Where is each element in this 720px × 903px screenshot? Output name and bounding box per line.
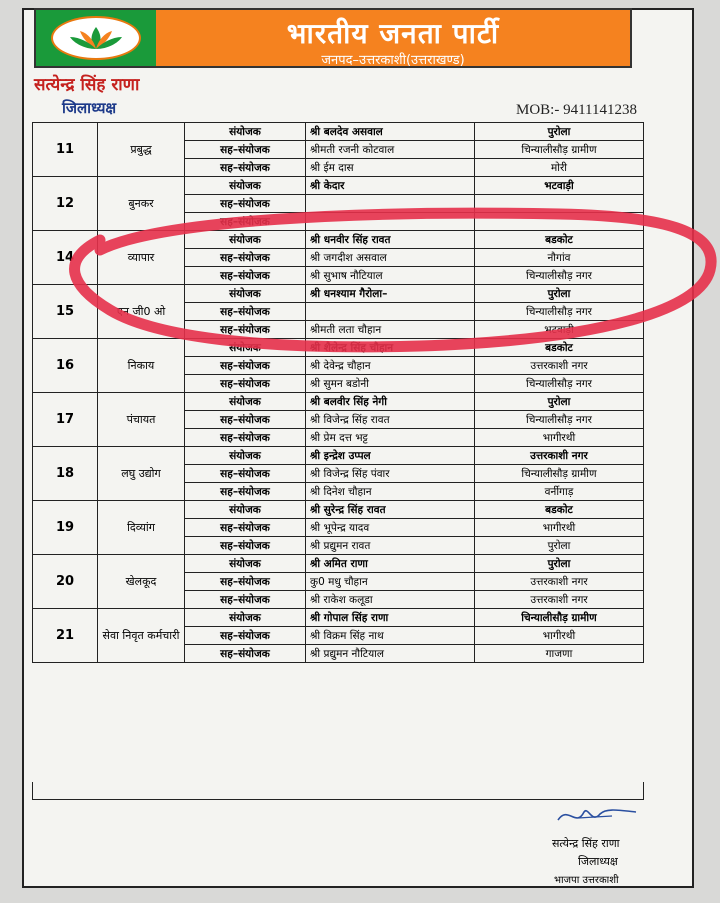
member-place: बडकोट xyxy=(475,501,644,519)
cell-name: बुनकर xyxy=(98,177,185,231)
table-row xyxy=(33,609,644,627)
member-role: संयोजक xyxy=(185,123,306,141)
member-name: श्री अमित राणा xyxy=(306,555,475,573)
lotus-icon xyxy=(51,16,141,60)
member-role: सह–संयोजक xyxy=(185,573,306,591)
member-name: श्री गोपाल सिंह राणा xyxy=(306,609,475,627)
member-place: चिन्यालीसौड़ नगर xyxy=(475,303,644,321)
member-name xyxy=(306,195,475,213)
member-place: वर्नीगाड़ xyxy=(475,483,644,501)
member-place: भागीरथी xyxy=(475,519,644,537)
party-name: भारतीय जनता पार्टी xyxy=(286,17,500,50)
member-role: संयोजक xyxy=(185,393,306,411)
member-role: सह–संयोजक xyxy=(185,375,306,393)
member-role: सह–संयोजक xyxy=(185,141,306,159)
member-place: भटवाड़ी xyxy=(475,321,644,339)
letterhead-banner xyxy=(34,8,632,68)
member-place: चिन्यालीसौड़ ग्रामीण xyxy=(475,609,644,627)
member-name: श्री धनवीर सिंह रावत xyxy=(306,231,475,249)
member-place: उत्तरकाशी नगर xyxy=(475,447,644,465)
member-place: उत्तरकाशी नगर xyxy=(475,357,644,375)
member-place: भागीरथी xyxy=(475,627,644,645)
member-name: श्री भूपेन्द्र यादव xyxy=(306,519,475,537)
table-row xyxy=(33,393,644,411)
member-name: श्री ईम दास xyxy=(306,159,475,177)
member-role: सह–संयोजक xyxy=(185,627,306,645)
member-role: संयोजक xyxy=(185,609,306,627)
member-name: श्री सुरेन्द्र सिंह रावत xyxy=(306,501,475,519)
signature-scribble xyxy=(548,800,648,830)
member-name: श्री शैलेन्द्र सिंह चौहान xyxy=(306,339,475,357)
member-role: सह–संयोजक xyxy=(185,537,306,555)
member-name: श्री विक्रम सिंह नाथ xyxy=(306,627,475,645)
member-name: श्री बलदेव असवाल xyxy=(306,123,475,141)
member-role: सह–संयोजक xyxy=(185,645,306,663)
author-title: जिलाध्यक्ष xyxy=(62,99,117,117)
member-name xyxy=(306,303,475,321)
member-place: बडकोट xyxy=(475,231,644,249)
cell-name: पंचायत xyxy=(98,393,185,447)
party-title-box xyxy=(156,10,630,66)
member-place: भागीरथी xyxy=(475,429,644,447)
member-name: श्री दिनेश चौहान xyxy=(306,483,475,501)
member-role: संयोजक xyxy=(185,447,306,465)
member-place: भटवाड़ी xyxy=(475,177,644,195)
member-role: सह–संयोजक xyxy=(185,429,306,447)
table-row xyxy=(33,555,644,573)
member-name: श्री इन्द्रेश उप्पल xyxy=(306,447,475,465)
member-name xyxy=(306,213,475,231)
member-place: पुरोला xyxy=(475,123,644,141)
cell-number: 15 xyxy=(33,285,98,339)
member-role: सह–संयोजक xyxy=(185,411,306,429)
member-name: श्री प्रद्युमन नौटियाल xyxy=(306,645,475,663)
member-role: संयोजक xyxy=(185,339,306,357)
member-place: पुरोला xyxy=(475,555,644,573)
cell-number: 17 xyxy=(33,393,98,447)
member-name: श्री जगदीश असवाल xyxy=(306,249,475,267)
table-row xyxy=(33,339,644,357)
member-name: श्री प्रद्युमन रावत xyxy=(306,537,475,555)
member-name: श्री विजेन्द्र सिंह पंवार xyxy=(306,465,475,483)
member-role: सह–संयोजक xyxy=(185,591,306,609)
member-place: पुरोला xyxy=(475,537,644,555)
member-role: संयोजक xyxy=(185,285,306,303)
cell-number: 18 xyxy=(33,447,98,501)
member-place: नौगांव xyxy=(475,249,644,267)
member-place xyxy=(475,213,644,231)
cell-number: 19 xyxy=(33,501,98,555)
member-role: सह–संयोजक xyxy=(185,465,306,483)
cell-number: 20 xyxy=(33,555,98,609)
member-role: सह–संयोजक xyxy=(185,213,306,231)
member-name: श्रीमती लता चौहान xyxy=(306,321,475,339)
table-row xyxy=(33,123,644,141)
author-name: सत्येन्द्र सिंह राणा xyxy=(34,75,140,95)
cell-name: दिव्यांग xyxy=(98,501,185,555)
member-role: सह–संयोजक xyxy=(185,483,306,501)
member-place: गाजणा xyxy=(475,645,644,663)
member-place: पुरोला xyxy=(475,393,644,411)
cell-number: 21 xyxy=(33,609,98,663)
member-role: संयोजक xyxy=(185,231,306,249)
member-role: सह–संयोजक xyxy=(185,159,306,177)
member-role: सह–संयोजक xyxy=(185,357,306,375)
cell-name: निकाय xyxy=(98,339,185,393)
member-name: श्री विजेन्द्र सिंह रावत xyxy=(306,411,475,429)
cell-name: एन जी0 ओ xyxy=(98,285,185,339)
cell-number: 14 xyxy=(33,231,98,285)
cell-name: खेलकूद xyxy=(98,555,185,609)
member-role: सह–संयोजक xyxy=(185,321,306,339)
member-role: सह–संयोजक xyxy=(185,195,306,213)
member-name: कु0 मधु चौहान xyxy=(306,573,475,591)
district-name: जनपद–उत्तरकाशी(उत्तराखण्ड) xyxy=(321,53,465,68)
table-row xyxy=(33,285,644,303)
party-logo xyxy=(36,10,156,66)
table-row xyxy=(33,231,644,249)
table-row xyxy=(33,501,644,519)
member-name: श्री बलवीर सिंह नेगी xyxy=(306,393,475,411)
cell-name: लघु उद्योग xyxy=(98,447,185,501)
member-name: श्री प्रेम दत्त भट्ट xyxy=(306,429,475,447)
member-place: उत्तरकाशी नगर xyxy=(475,573,644,591)
member-name: श्री राकेश कलूडा xyxy=(306,591,475,609)
member-place: चिन्यालीसौड़ ग्रामीण xyxy=(475,141,644,159)
member-place: मोरी xyxy=(475,159,644,177)
member-name: श्री सुमन बडोनी xyxy=(306,375,475,393)
mobile-number: MOB:- 9411141238 xyxy=(516,102,637,118)
member-role: संयोजक xyxy=(185,177,306,195)
member-place: बडकोट xyxy=(475,339,644,357)
member-role: सह–संयोजक xyxy=(185,249,306,267)
member-place: उत्तरकाशी नगर xyxy=(475,591,644,609)
member-place: चिन्यालीसौड़ ग्रामीण xyxy=(475,465,644,483)
member-role: संयोजक xyxy=(185,501,306,519)
cell-name: व्यापार xyxy=(98,231,185,285)
member-role: सह–संयोजक xyxy=(185,519,306,537)
member-place: चिन्यालीसौड़ नगर xyxy=(475,375,644,393)
member-role: सह–संयोजक xyxy=(185,303,306,321)
cell-number: 16 xyxy=(33,339,98,393)
table-footer-row xyxy=(32,782,644,800)
member-role: सह–संयोजक xyxy=(185,267,306,285)
signature-org: भाजपा उत्तरकाशी xyxy=(554,875,619,886)
member-name: श्री धनश्याम गैरोला– xyxy=(306,285,475,303)
member-place: पुरोला xyxy=(475,285,644,303)
member-place: चिन्यालीसौड़ नगर xyxy=(475,411,644,429)
member-name: श्रीमती रजनी कोटवाल xyxy=(306,141,475,159)
signature-title: जिलाध्यक्ष xyxy=(578,855,618,868)
cell-name: प्रबुद्ध xyxy=(98,123,185,177)
cell-number: 12 xyxy=(33,177,98,231)
member-name: श्री देवेन्द्र चौहान xyxy=(306,357,475,375)
member-role: संयोजक xyxy=(185,555,306,573)
member-place: चिन्यालीसौड़ नगर xyxy=(475,267,644,285)
table-row xyxy=(33,447,644,465)
signature-name: सत्येन्द्र सिंह राणा xyxy=(552,837,620,850)
table-row xyxy=(33,177,644,195)
member-place xyxy=(475,195,644,213)
cell-name: सेवा निवृत कर्मचारी xyxy=(98,609,185,663)
cell-number: 11 xyxy=(33,123,98,177)
member-name: श्री केदार xyxy=(306,177,475,195)
member-name: श्री सुभाष नौटियाल xyxy=(306,267,475,285)
committee-table xyxy=(32,122,644,663)
